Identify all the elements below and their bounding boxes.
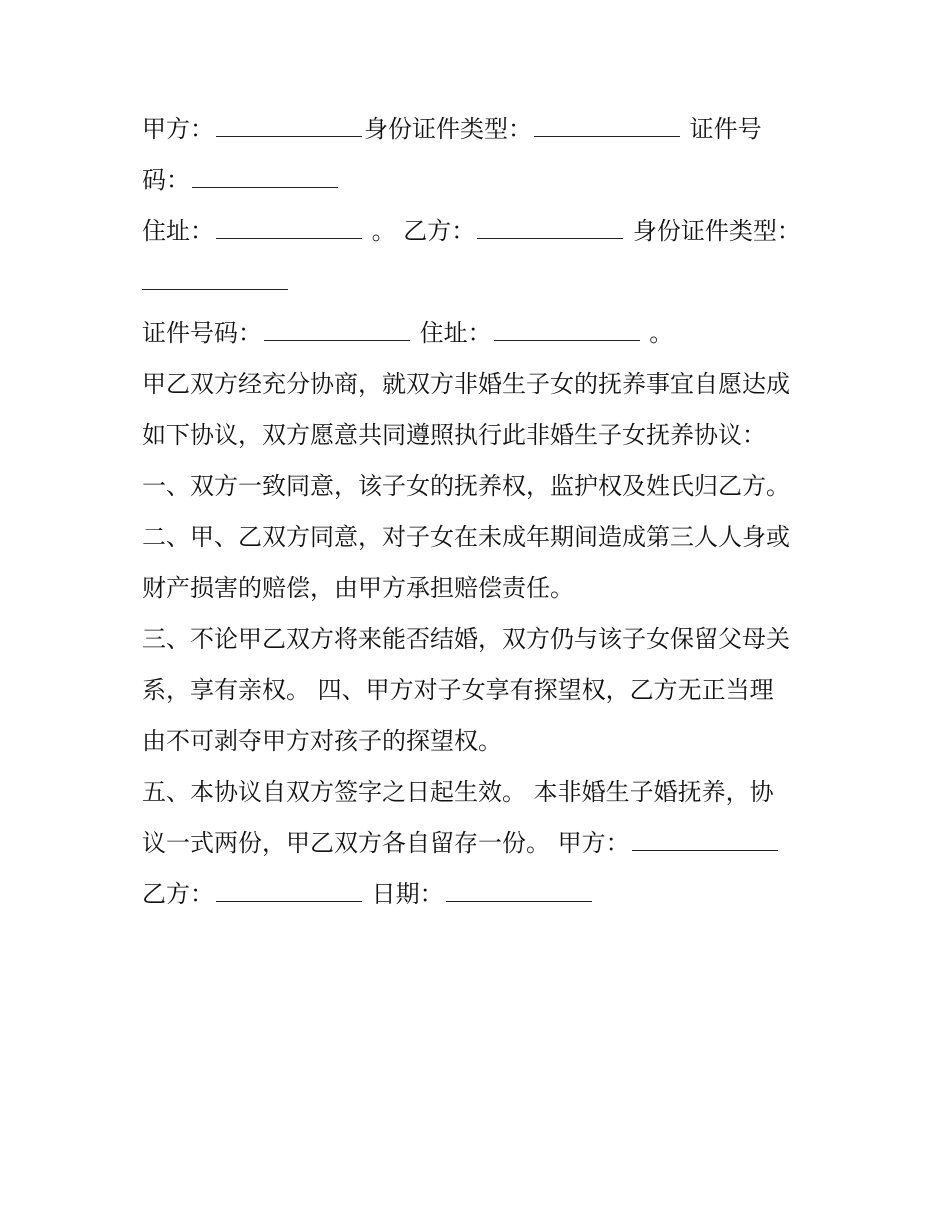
- date-blank: [446, 881, 592, 902]
- party-a-id-number-line: [142, 155, 822, 206]
- party-b-label: 。 乙方：: [364, 217, 476, 245]
- signature-party-a-line: [142, 818, 822, 869]
- party-a-label: 甲方：: [142, 115, 214, 143]
- party-b-id-type-line: [142, 257, 822, 308]
- party-b-name-blank: [477, 218, 623, 239]
- date-label: 日期：: [364, 880, 444, 908]
- party-b-address-blank: [494, 320, 640, 341]
- signature-party-b-line: [142, 869, 822, 920]
- clause-three: 三、不论甲乙双方将来能否结婚，双方仍与该子女保留父母关: [142, 625, 790, 653]
- id-number-label-cont: 码：: [142, 166, 190, 194]
- party-a-address-blank: [216, 218, 362, 239]
- clause-three-four: 系，享有亲权。 四、甲方对子女享有探望权，乙方无正当理: [142, 676, 774, 704]
- party-b-id-type-blank: [142, 269, 288, 290]
- paragraph-line: 如下协议，双方愿意共同遵照执行此非婚生子女抚养协议：: [142, 421, 766, 449]
- address-label: 住址：: [142, 217, 214, 245]
- clause-four-cont: 由不可剥夺甲方对孩子的探望权。: [142, 727, 502, 755]
- clause-two: 二、甲、乙双方同意，对子女在未成年期间造成第三人人身或: [142, 523, 790, 551]
- party-a-name-blank: [216, 116, 362, 137]
- party-a-signature-blank: [632, 830, 778, 851]
- id-type-label: 身份证件类型：: [364, 115, 532, 143]
- party-b-id-line: [142, 308, 822, 359]
- party-b-address-label: 住址：: [412, 319, 492, 347]
- copies-text: 议一式两份，甲乙双方各自留存一份。 甲方：: [142, 829, 630, 857]
- party-b-id-number-label: 证件号码：: [142, 319, 262, 347]
- clause-five: 五、本协议自双方签字之日起生效。 本非婚生子婚抚养，协: [142, 778, 774, 806]
- party-a-address-line: [142, 206, 822, 257]
- party-b-id-number-blank: [264, 320, 410, 341]
- clause-two-cont: 财产损害的赔偿，由甲方承担赔偿责任。: [142, 574, 574, 602]
- agreement-body: [142, 104, 822, 920]
- paragraph-line: 甲乙双方经充分协商，就双方非婚生子女的抚养事宜自愿达成: [142, 370, 790, 398]
- party-a-id-type-blank: [534, 116, 680, 137]
- id-number-label: 证件号: [682, 115, 762, 143]
- party-b-signature-label: 乙方：: [142, 880, 214, 908]
- period-mark: 。: [641, 319, 674, 347]
- party-b-signature-blank: [216, 881, 362, 902]
- party-a-line: [142, 104, 822, 155]
- party-b-id-type-label: 身份证件类型：: [625, 217, 801, 245]
- party-a-id-number-blank: [192, 167, 338, 188]
- clause-one: 一、双方一致同意，该子女的抚养权，监护权及姓氏归乙方。: [142, 472, 790, 500]
